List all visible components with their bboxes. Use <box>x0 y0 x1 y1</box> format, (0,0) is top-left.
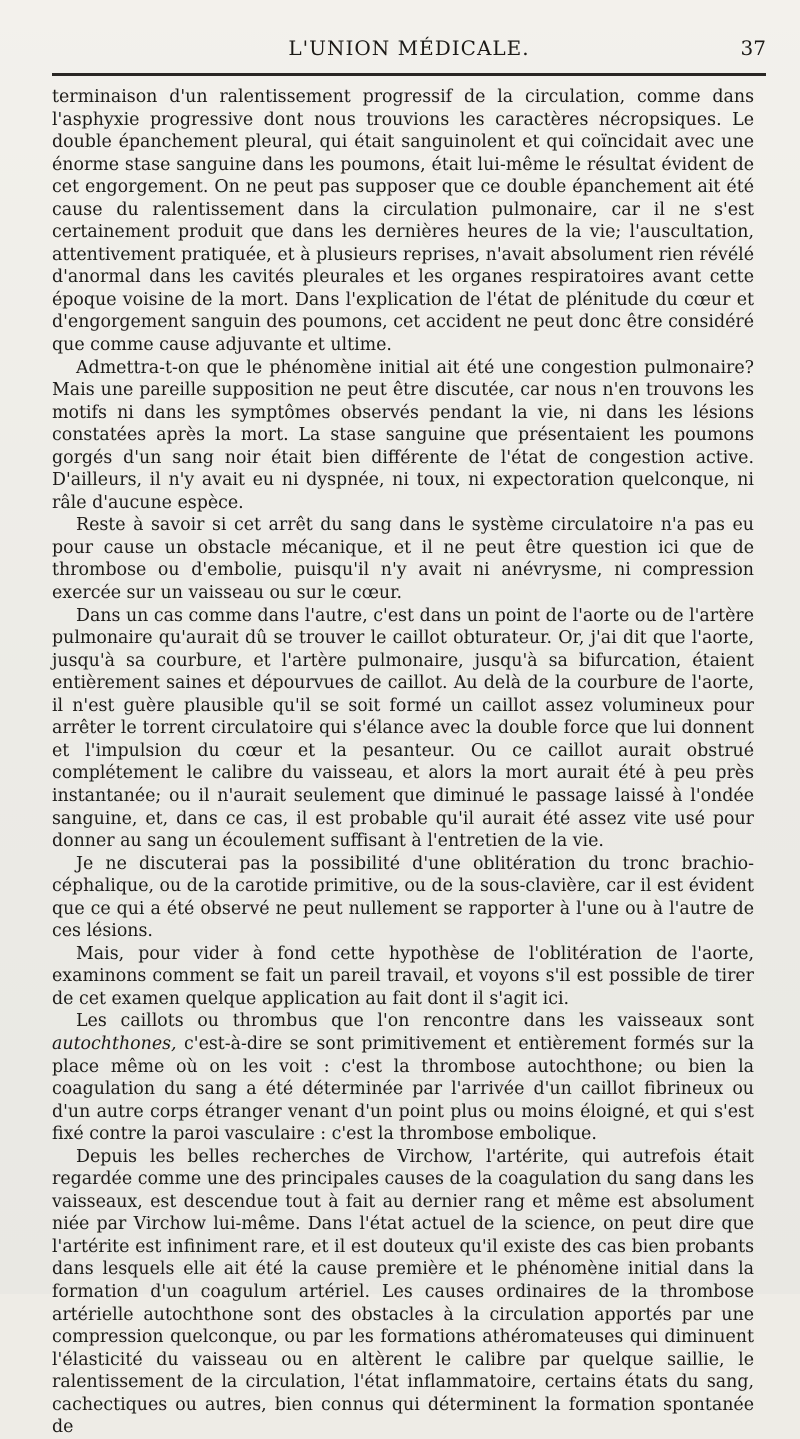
paragraph: Je ne discuterai pas la possibilité d'une oblitération du tronc brachio-céphalique, ou de la carotide primitive, ou de la sous-clavière, car il est évident que ce qui a été observé ne peut nullement se rapporter à l'une ou à l'autre de ces lésions. <box>52 853 754 942</box>
paragraph: Admettra-t-on que le phénomène initial ait été une congestion pulmonaire? Mais une pareille supposition ne peut être discutée, car nous n'en trouvons les motifs ni dans les symptômes observés pendant la vie, ni dans les lésions constatées après la mort. La stase sanguine que présentaient les poumons gorgés d'un sang noir était bien différente de l'état de congestion active. D'ailleurs, il n'y avait eu ni dyspnée, ni toux, ni expectoration quelconque, ni râle d'aucune espèce. <box>52 357 754 513</box>
paragraph-text: Les caillots ou thrombus que l'on rencontre dans les vaisseaux sont <box>76 1011 754 1032</box>
running-title: L'UNION MÉDICALE. <box>288 36 530 60</box>
header-rule <box>52 73 766 76</box>
article-body <box>52 86 754 1439</box>
paragraph-text: c'est-à-dire se sont primitivement et entièrement formés sur la place même où on les voit : c'est la thrombose autochthone; ou bien la coagulation du sang a été déterminée par l'arrivée d'un caillot fibrineux ou d'un autre corps étranger venant d'un point plus ou moins éloigné, et qui s'est fixé contre la paroi vasculaire : c'est la thrombose embolique. <box>52 1033 754 1145</box>
paragraph <box>52 1010 754 1145</box>
paragraph: Reste à savoir si cet arrêt du sang dans le système circulatoire n'a pas eu pour cause un obstacle mécanique, et il ne peut être question ici que de thrombose ou d'embolie, puisqu'il n'y avait ni anévrysme, ni compression exercée sur un vaisseau ou sur le cœur. <box>52 515 754 604</box>
page-number: 37 <box>740 36 766 60</box>
paragraph: terminaison d'un ralentissement progressif de la circulation, comme dans l'asphyxie progressive dont nous trouvions les caractères nécropsiques. Le double épanchement pleural, qui était sanguinolent et qui coïncidait avec une énorme stase sanguine dans les poumons, était lui-même le résultat évident de cet engorgement. On ne peut pas supposer que ce double épanchement ait été cause du ralentissement dans la circulation pulmonaire, car il ne s'est certainement produit que dans les dernières heures de la vie; l'auscultation, attentivement pratiquée, et à plusieurs reprises, n'avait absolument rien révélé d'anormal dans les cavités pleurales et les organes respiratoires avant cette époque voisine de la mort. Dans l'explication de l'état de plénitude du cœur et d'engorgement sanguin des poumons, cet accident ne peut donc être considéré que comme cause adjuvante et ultime. <box>52 87 754 356</box>
paragraph: Depuis les belles recherches de Virchow, l'artérite, qui autrefois était regardée comme une des principales causes de la coagulation du sang dans les vaisseaux, est descendue tout à fait au dernier rang et même est absolument niée par Virchow lui-même. Dans l'état actuel de la science, on peut dire que l'artérite est infiniment rare, et il est douteux qu'il existe des cas bien probants dans lesquels elle ait été la cause première et le phénomène initial dans la formation d'un coagulum artériel. Les causes ordinaires de la thrombose artérielle autochthone sont des obstacles à la circulation apportés par une compression quelconque, ou par les formations athéromateuses qui diminuent l'élasticité du vaisseau ou en altèrent le calibre par quelque saillie, le ralentissement de la circulation, l'état inflammatoire, certains états du sang, cachectiques ou autres, bien connus qui déterminent la formation spontanée de <box>52 1146 754 1438</box>
paragraph: Mais, pour vider à fond cette hypothèse de l'oblitération de l'aorte, examinons comment se fait un pareil travail, et voyons s'il est possible de tirer de cet examen quelque application au fait dont il s'agit ici. <box>52 943 754 1009</box>
paragraph: Dans un cas comme dans l'autre, c'est dans un point de l'aorte ou de l'artère pulmonaire qu'aurait dû se trouver le caillot obturateur. Or, j'ai dit que l'aorte, jusqu'à sa courbure, et l'artère pulmonaire, jusqu'à sa bifurcation, étaient entièrement saines et dépourvues de caillot. Au delà de la courbure de l'aorte, il n'est guère plausible qu'il se soit formé un caillot assez volumineux pour arrêter le torrent circulatoire qui s'élance avec la double force que lui donnent et l'impulsion du cœur et la pesanteur. Ou ce caillot aurait obstrué complétement le calibre du vaisseau, et alors la mort aurait été à peu près instantanée; ou il n'aurait seulement que diminué le passage laissé à l'ondée sanguine, et, dans ce cas, il est probable qu'il aurait été assez vite usé pour donner au sang un écoulement suffisant à l'entretien de la vie. <box>52 605 754 852</box>
running-header <box>52 32 766 62</box>
emphasis-term: autochthones, <box>52 1033 177 1054</box>
